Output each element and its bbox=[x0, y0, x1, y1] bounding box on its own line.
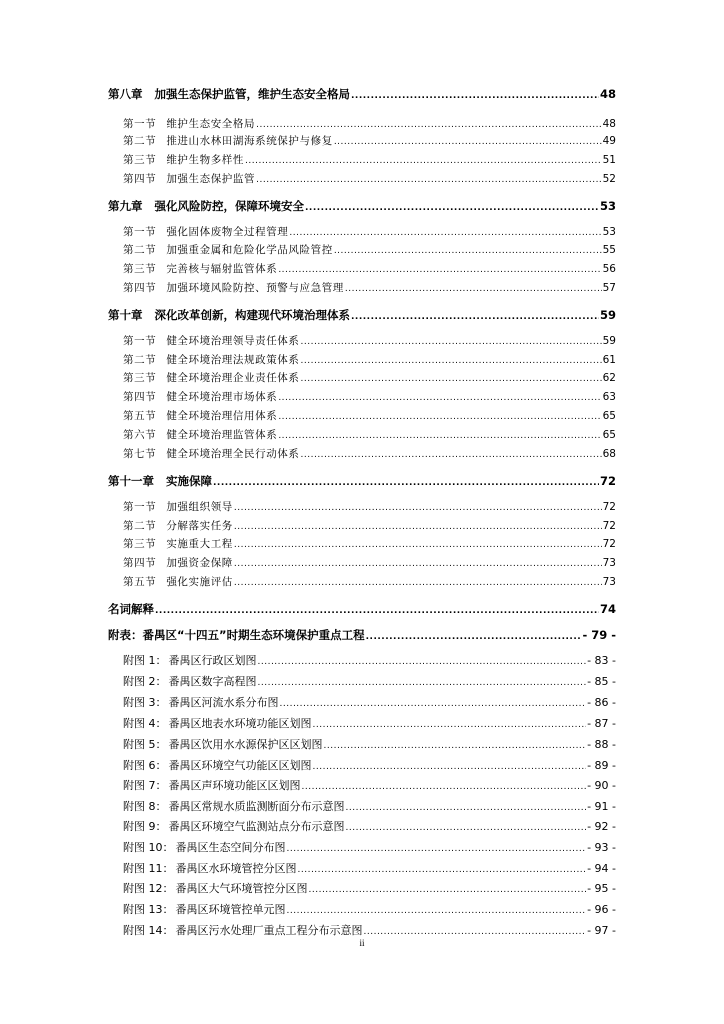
toc-entry-text bbox=[123, 281, 344, 295]
toc-entry-title: 健全环境治理监管体系 bbox=[166, 429, 278, 441]
toc-entry-text bbox=[123, 172, 255, 186]
toc-entry-number: 第四节 bbox=[123, 282, 157, 294]
toc-entry-number: 第四节 bbox=[123, 173, 157, 185]
toc-entry-title: 深化改革创新，构建现代环境治理体系 bbox=[154, 308, 350, 322]
toc-entry-section[interactable] bbox=[108, 225, 616, 240]
toc-entry-number: 第一节 bbox=[123, 335, 157, 347]
toc-entry-chapter[interactable] bbox=[108, 87, 616, 103]
toc-entry-page: 73 bbox=[602, 576, 616, 588]
toc-dot-leader bbox=[351, 89, 599, 103]
toc-entry-text bbox=[123, 153, 244, 167]
toc-entry-page: 62 bbox=[602, 372, 616, 384]
toc-entry-text bbox=[123, 675, 257, 689]
toc-entry-page: - 92 - bbox=[587, 820, 616, 833]
toc-entry-title: 强化固体废物全过程管理 bbox=[166, 226, 289, 238]
toc-dot-leader bbox=[345, 282, 602, 296]
toc-entry-appendix[interactable] bbox=[108, 800, 616, 815]
toc-entry-text bbox=[123, 537, 233, 551]
toc-entry-page: - 85 - bbox=[587, 675, 616, 688]
toc-entry-section[interactable] bbox=[108, 281, 616, 296]
toc-dot-leader bbox=[258, 676, 587, 690]
toc-entry-number: 第五节 bbox=[123, 576, 157, 588]
toc-entry-chapter[interactable] bbox=[108, 199, 616, 215]
toc-dot-leader bbox=[298, 863, 587, 877]
toc-entry-page: - 79 - bbox=[582, 628, 616, 642]
toc-entry-number: 附图 4： bbox=[123, 717, 167, 730]
toc-entry-page: 68 bbox=[602, 448, 616, 460]
toc-entry-number: 第三节 bbox=[123, 154, 157, 166]
toc-entry-number: 附图 5： bbox=[123, 738, 167, 751]
toc-entry-text bbox=[123, 717, 312, 731]
toc-entry-page: 56 bbox=[602, 263, 616, 275]
toc-entry-number: 附图 3： bbox=[123, 696, 167, 709]
toc-entry-page: - 83 - bbox=[587, 654, 616, 667]
toc-entry-text bbox=[108, 87, 350, 101]
toc-dot-leader bbox=[278, 391, 601, 405]
toc-entry-page: 55 bbox=[602, 244, 616, 256]
toc-entry-number: 第五节 bbox=[123, 410, 157, 422]
table-of-contents bbox=[108, 87, 616, 947]
toc-entry-page: 52 bbox=[602, 173, 616, 185]
toc-entry-text bbox=[123, 903, 286, 917]
toc-dot-leader bbox=[234, 501, 602, 515]
toc-dot-leader bbox=[301, 354, 602, 368]
toc-entry-page: 53 bbox=[602, 226, 616, 238]
toc-entry-title: 维护生态安全格局 bbox=[166, 118, 256, 130]
toc-dot-leader bbox=[313, 760, 587, 774]
toc-entry-text bbox=[123, 409, 277, 423]
toc-dot-leader bbox=[256, 173, 602, 187]
toc-entry-appendix[interactable] bbox=[108, 717, 616, 732]
toc-entry-text bbox=[123, 334, 300, 348]
toc-entry-text bbox=[123, 654, 257, 668]
toc-entry-text bbox=[123, 134, 333, 148]
toc-entry-number: 第一节 bbox=[123, 118, 157, 130]
toc-entry-text bbox=[123, 262, 277, 276]
toc-entry-page: - 94 - bbox=[587, 862, 616, 875]
toc-entry-title: 强化实施评估 bbox=[166, 576, 233, 588]
toc-entry-page: - 88 - bbox=[587, 738, 616, 751]
toc-dot-leader bbox=[234, 538, 602, 552]
toc-dot-leader bbox=[213, 476, 599, 490]
toc-dot-leader bbox=[234, 520, 602, 534]
toc-dot-leader bbox=[301, 372, 602, 386]
toc-entry-number: 附图 9： bbox=[123, 820, 167, 833]
toc-entry-title: 健全环境治理领导责任体系 bbox=[166, 335, 300, 347]
toc-entry-text bbox=[108, 199, 304, 213]
toc-dot-leader bbox=[302, 780, 587, 794]
toc-entry-number: 第二节 bbox=[123, 520, 157, 532]
toc-entry-page: - 86 - bbox=[587, 696, 616, 709]
toc-entry-section[interactable] bbox=[108, 371, 616, 386]
toc-entry-chapter[interactable] bbox=[108, 308, 616, 324]
toc-entry-page: - 87 - bbox=[587, 717, 616, 730]
toc-entry-section[interactable] bbox=[108, 153, 616, 168]
toc-entry-number: 附图 1： bbox=[123, 654, 167, 667]
toc-dot-leader bbox=[280, 697, 587, 711]
toc-entry-chapter[interactable] bbox=[108, 628, 616, 644]
toc-entry-title: 附表：番禺区“十四五”时期生态环境保护重点工程 bbox=[108, 628, 365, 642]
toc-entry-number: 附图 12： bbox=[123, 882, 174, 895]
toc-entry-page: - 97 - bbox=[587, 924, 616, 937]
toc-entry-number: 第二节 bbox=[123, 244, 157, 256]
toc-entry-text bbox=[123, 447, 300, 461]
toc-entry-section[interactable] bbox=[108, 537, 616, 552]
toc-entry-number: 第八章 bbox=[108, 87, 143, 101]
toc-entry-appendix[interactable] bbox=[108, 903, 616, 918]
toc-entry-number: 第一节 bbox=[123, 226, 157, 238]
toc-entry-appendix[interactable] bbox=[108, 841, 616, 856]
toc-dot-leader bbox=[334, 244, 602, 258]
toc-entry-title: 强化风险防控，保障环境安全 bbox=[154, 199, 304, 213]
toc-entry-chapter[interactable] bbox=[108, 602, 616, 618]
toc-entry-section[interactable] bbox=[108, 519, 616, 534]
toc-entry-appendix[interactable] bbox=[108, 820, 616, 835]
toc-dot-leader bbox=[351, 310, 599, 324]
toc-dot-leader bbox=[278, 410, 601, 424]
toc-dot-leader bbox=[366, 630, 582, 644]
toc-entry-title: 加强重金属和危险化学品风险管控 bbox=[166, 244, 333, 256]
toc-entry-section[interactable] bbox=[108, 172, 616, 187]
toc-dot-leader bbox=[301, 335, 602, 349]
toc-entry-page: 65 bbox=[602, 410, 616, 422]
toc-entry-appendix[interactable] bbox=[108, 924, 616, 939]
toc-entry-number: 附图 14： bbox=[123, 924, 174, 937]
toc-dot-leader bbox=[301, 448, 602, 462]
toc-entry-section[interactable] bbox=[108, 243, 616, 258]
toc-entry-section[interactable] bbox=[108, 556, 616, 571]
toc-entry-title: 番禺区河流水系分布图 bbox=[168, 696, 279, 709]
toc-entry-text bbox=[108, 308, 350, 322]
toc-entry-appendix[interactable] bbox=[108, 779, 616, 794]
toc-entry-section[interactable] bbox=[108, 575, 616, 590]
toc-dot-leader bbox=[289, 226, 601, 240]
toc-entry-title: 分解落实任务 bbox=[166, 520, 233, 532]
toc-entry-page: - 91 - bbox=[587, 800, 616, 813]
toc-entry-number: 附图 2： bbox=[123, 675, 167, 688]
toc-entry-section[interactable] bbox=[108, 428, 616, 443]
toc-entry-text bbox=[123, 862, 297, 876]
toc-entry-appendix[interactable] bbox=[108, 862, 616, 877]
toc-entry-text bbox=[123, 243, 333, 257]
toc-entry-number: 第六节 bbox=[123, 429, 157, 441]
toc-entry-title: 健全环境治理法规政策体系 bbox=[166, 354, 300, 366]
toc-entry-appendix[interactable] bbox=[108, 654, 616, 669]
toc-dot-leader bbox=[278, 263, 601, 277]
toc-entry-text bbox=[123, 353, 300, 367]
toc-entry-appendix[interactable] bbox=[108, 675, 616, 690]
toc-entry-number: 第十一章 bbox=[108, 474, 154, 488]
toc-entry-title: 健全环境治理全民行动体系 bbox=[166, 448, 300, 460]
toc-entry-page: 72 bbox=[599, 474, 616, 488]
toc-entry-text bbox=[123, 371, 300, 385]
toc-dot-leader bbox=[309, 883, 587, 897]
toc-entry-page: 48 bbox=[599, 87, 616, 101]
toc-dot-leader bbox=[313, 718, 587, 732]
toc-entry-text bbox=[123, 882, 308, 896]
toc-entry-title: 番禺区水环境管控分区图 bbox=[175, 862, 297, 875]
toc-entry-appendix[interactable] bbox=[108, 759, 616, 774]
toc-dot-leader bbox=[258, 655, 587, 669]
toc-entry-text bbox=[123, 779, 301, 793]
toc-entry-chapter[interactable] bbox=[108, 474, 616, 490]
toc-entry-number: 附图 8： bbox=[123, 800, 167, 813]
toc-entry-section[interactable] bbox=[108, 390, 616, 405]
toc-entry-title: 番禺区行政区划图 bbox=[168, 654, 257, 667]
toc-entry-page: - 89 - bbox=[587, 759, 616, 772]
toc-entry-title: 维护生物多样性 bbox=[166, 154, 245, 166]
toc-entry-title: 番禺区环境空气功能区区划图 bbox=[168, 759, 312, 772]
toc-entry-title: 推进山水林田湖海系统保护与修复 bbox=[166, 135, 333, 147]
toc-entry-title: 番禺区饮用水水源保护区区划图 bbox=[168, 738, 323, 751]
toc-entry-page: 51 bbox=[602, 154, 616, 166]
toc-entry-page: 65 bbox=[602, 429, 616, 441]
toc-entry-title: 番禺区大气环境管控分区图 bbox=[175, 882, 308, 895]
toc-entry-page: - 95 - bbox=[587, 882, 616, 895]
toc-entry-text bbox=[123, 800, 345, 814]
toc-entry-page: - 96 - bbox=[587, 903, 616, 916]
toc-entry-title: 番禺区环境空气监测站点分布示意图 bbox=[168, 820, 345, 833]
toc-entry-title: 加强生态保护监管 bbox=[166, 173, 256, 185]
toc-entry-text bbox=[108, 628, 365, 642]
toc-entry-number: 第三节 bbox=[123, 372, 157, 384]
toc-entry-text bbox=[108, 474, 212, 488]
toc-entry-section[interactable] bbox=[108, 409, 616, 424]
toc-entry-number: 附图 10： bbox=[123, 841, 174, 854]
toc-entry-number: 第七节 bbox=[123, 448, 157, 460]
toc-entry-title: 实施保障 bbox=[166, 474, 212, 488]
toc-entry-page: 53 bbox=[599, 199, 616, 213]
toc-entry-page: 59 bbox=[602, 335, 616, 347]
toc-entry-text bbox=[108, 602, 154, 616]
toc-entry-section[interactable] bbox=[108, 262, 616, 277]
toc-entry-title: 番禺区地表水环境功能区划图 bbox=[168, 717, 312, 730]
toc-entry-title: 名词解释 bbox=[108, 602, 154, 616]
toc-entry-title: 番禺区环境管控单元图 bbox=[175, 903, 286, 916]
toc-entry-page: 48 bbox=[602, 118, 616, 130]
toc-entry-text bbox=[123, 225, 288, 239]
toc-entry-title: 健全环境治理企业责任体系 bbox=[166, 372, 300, 384]
toc-entry-page: - 90 - bbox=[587, 779, 616, 792]
toc-dot-leader bbox=[346, 821, 587, 835]
toc-entry-text bbox=[123, 820, 345, 834]
toc-entry-page: 61 bbox=[602, 354, 616, 366]
toc-dot-leader bbox=[346, 801, 587, 815]
toc-entry-appendix[interactable] bbox=[108, 882, 616, 897]
toc-entry-text bbox=[123, 924, 363, 938]
toc-entry-section[interactable] bbox=[108, 353, 616, 368]
toc-entry-title: 加强环境风险防控、预警与应急管理 bbox=[166, 282, 344, 294]
toc-entry-page: - 93 - bbox=[587, 841, 616, 854]
toc-dot-leader bbox=[334, 135, 602, 149]
toc-entry-number: 第二节 bbox=[123, 354, 157, 366]
toc-entry-number: 第四节 bbox=[123, 391, 157, 403]
toc-entry-page: 72 bbox=[602, 538, 616, 550]
toc-dot-leader bbox=[278, 429, 601, 443]
page-footer-number: ii bbox=[359, 938, 365, 948]
toc-dot-leader bbox=[245, 154, 602, 168]
toc-entry-number: 附图 11： bbox=[123, 862, 174, 875]
toc-entry-text bbox=[123, 390, 277, 404]
toc-entry-text bbox=[123, 117, 255, 131]
toc-entry-section[interactable] bbox=[108, 500, 616, 515]
toc-entry-number: 第四节 bbox=[123, 557, 157, 569]
toc-entry-number: 附图 6： bbox=[123, 759, 167, 772]
toc-entry-title: 番禺区生态空间分布图 bbox=[175, 841, 286, 854]
toc-entry-page: 72 bbox=[602, 520, 616, 532]
toc-dot-leader bbox=[324, 739, 587, 753]
toc-entry-number: 第三节 bbox=[123, 263, 157, 275]
toc-entry-page: 73 bbox=[602, 557, 616, 569]
toc-dot-leader bbox=[234, 557, 602, 571]
toc-dot-leader bbox=[234, 576, 602, 590]
toc-entry-title: 加强资金保障 bbox=[166, 557, 233, 569]
toc-dot-leader bbox=[287, 842, 587, 856]
toc-entry-section[interactable] bbox=[108, 334, 616, 349]
toc-dot-leader bbox=[155, 604, 599, 618]
toc-entry-appendix[interactable] bbox=[108, 738, 616, 753]
toc-dot-leader bbox=[256, 118, 602, 132]
toc-entry-section[interactable] bbox=[108, 447, 616, 462]
toc-entry-number: 第三节 bbox=[123, 538, 157, 550]
toc-entry-section[interactable] bbox=[108, 134, 616, 149]
toc-entry-page: 59 bbox=[599, 308, 616, 322]
toc-entry-text bbox=[123, 696, 279, 710]
toc-entry-text bbox=[123, 519, 233, 533]
toc-entry-title: 实施重大工程 bbox=[166, 538, 233, 550]
toc-dot-leader bbox=[305, 201, 599, 215]
toc-entry-text bbox=[123, 738, 323, 752]
toc-entry-page: 49 bbox=[602, 135, 616, 147]
toc-entry-number: 第一节 bbox=[123, 501, 157, 513]
toc-entry-number: 第九章 bbox=[108, 199, 143, 213]
toc-entry-title: 完善核与辐射监管体系 bbox=[166, 263, 278, 275]
toc-entry-title: 加强组织领导 bbox=[166, 501, 233, 513]
toc-entry-page: 72 bbox=[602, 501, 616, 513]
toc-entry-text bbox=[123, 428, 277, 442]
toc-entry-title: 番禺区污水处理厂重点工程分布示意图 bbox=[175, 924, 363, 937]
toc-entry-title: 健全环境治理信用体系 bbox=[166, 410, 278, 422]
toc-entry-text bbox=[123, 575, 233, 589]
toc-entry-title: 加强生态保护监管，维护生态安全格局 bbox=[154, 87, 350, 101]
toc-entry-title: 健全环境治理市场体系 bbox=[166, 391, 278, 403]
toc-entry-number: 第十章 bbox=[108, 308, 143, 322]
toc-entry-number: 附图 13： bbox=[123, 903, 174, 916]
toc-entry-title: 番禺区常规水质监测断面分布示意图 bbox=[168, 800, 345, 813]
toc-dot-leader bbox=[364, 925, 587, 939]
toc-entry-text bbox=[123, 556, 233, 570]
toc-entry-text bbox=[123, 759, 312, 773]
toc-entry-section[interactable] bbox=[108, 117, 616, 132]
toc-entry-page: 63 bbox=[602, 391, 616, 403]
toc-entry-title: 番禺区声环境功能区区划图 bbox=[168, 779, 301, 792]
toc-entry-text bbox=[123, 841, 286, 855]
toc-entry-page: 74 bbox=[599, 602, 616, 616]
toc-entry-number: 附图 7： bbox=[123, 779, 167, 792]
toc-entry-number: 第二节 bbox=[123, 135, 157, 147]
toc-entry-appendix[interactable] bbox=[108, 696, 616, 711]
toc-entry-text bbox=[123, 500, 233, 514]
toc-dot-leader bbox=[287, 904, 587, 918]
toc-entry-page: 57 bbox=[602, 282, 616, 294]
toc-entry-title: 番禺区数字高程图 bbox=[168, 675, 257, 688]
